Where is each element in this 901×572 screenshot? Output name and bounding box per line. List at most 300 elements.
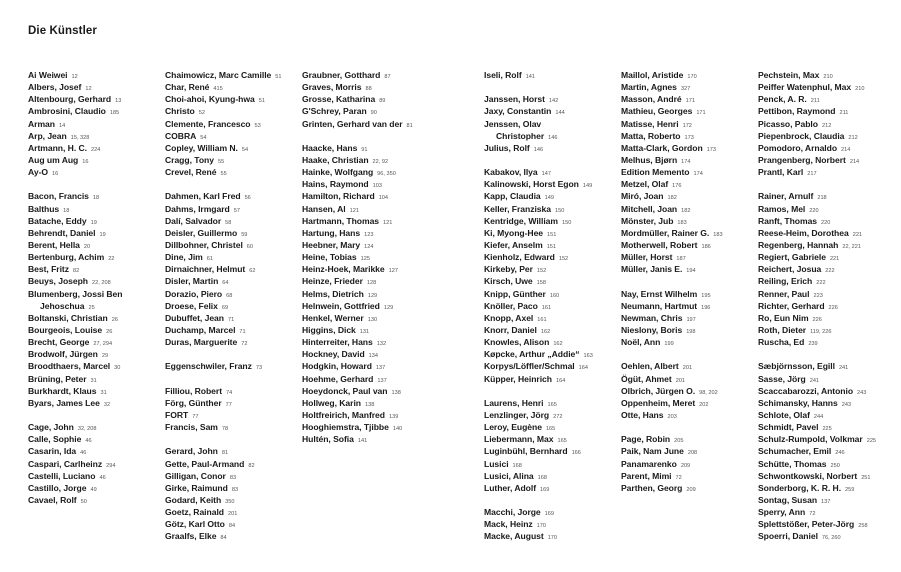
letter-group-spacer	[484, 81, 593, 93]
index-entry	[484, 69, 593, 81]
page-reference: 350	[225, 498, 235, 505]
page-reference: 78	[221, 426, 229, 433]
artist-name: Hooghiemstra, Tjibbe	[302, 422, 389, 433]
page-reference: 141	[525, 74, 535, 80]
page-reference: 55	[220, 171, 227, 178]
index-entry	[165, 215, 282, 227]
page-reference: 199	[664, 341, 674, 348]
artist-name: Dillbohner, Christel	[165, 239, 243, 250]
artist-name: Kalinowski, Horst Egon	[484, 179, 579, 190]
artist-name: Götz, Karl Otto	[165, 519, 225, 530]
artist-name: Dalí, Salvador	[165, 215, 222, 226]
index-entry	[758, 215, 876, 227]
artist-name: Macchi, Jorge	[484, 507, 541, 518]
page-reference: 53	[254, 122, 261, 129]
page-reference: 166	[571, 450, 581, 457]
page-reference: 212	[848, 134, 858, 141]
page-reference: 152	[558, 256, 569, 263]
page-reference: 49	[90, 486, 97, 493]
artist-name: Duchamp, Marcel	[165, 324, 236, 335]
artist-name: Pechstein, Max	[758, 70, 820, 80]
index-entry	[621, 239, 723, 251]
artist-name: Masson, André	[621, 94, 682, 105]
index-entry	[165, 518, 282, 530]
page-reference: 81	[406, 122, 413, 129]
page-reference: 171	[685, 98, 695, 105]
artist-name: Hoehme, Gerhard	[302, 373, 374, 384]
artist-name: Mathieu, Georges	[621, 106, 693, 117]
index-entry	[165, 324, 282, 336]
page-reference: 221	[829, 256, 840, 263]
index-entry	[484, 166, 593, 178]
page-reference: 96, 350	[377, 171, 396, 178]
index-entry	[165, 360, 282, 372]
index-entry	[484, 530, 593, 542]
index-entry	[758, 263, 876, 275]
artist-name: Jenssen, Olav	[484, 118, 542, 129]
page-reference: 173	[706, 146, 716, 153]
page-reference: 150	[554, 207, 565, 214]
page-reference: 68	[226, 292, 233, 299]
index-entry	[484, 506, 593, 518]
artist-name: Blumenberg, Jossi Ben	[28, 288, 123, 299]
artist-name: Dahms, Irmgard	[165, 203, 230, 214]
index-entry	[484, 421, 593, 433]
page-reference: 139	[389, 413, 399, 420]
page-reference: 12	[85, 86, 92, 93]
index-entry	[165, 470, 282, 482]
page-reference: 176	[672, 183, 682, 190]
artist-name: Reiling, Erich	[758, 276, 813, 287]
index-entry	[484, 397, 593, 409]
page-reference: 161	[537, 316, 547, 323]
artist-index	[28, 69, 888, 559]
artist-name: Iseli, Rolf	[484, 70, 522, 80]
page-reference: 201	[228, 511, 238, 518]
index-entry	[621, 360, 723, 372]
index-entry	[621, 373, 723, 385]
index-entry	[484, 118, 593, 130]
artist-name: Rainer, Arnulf	[758, 191, 814, 202]
index-entry	[484, 373, 593, 385]
page-reference: 171	[696, 110, 706, 117]
page-reference: 164	[555, 377, 566, 384]
page-reference: 137	[821, 498, 831, 505]
page-reference: 89	[379, 98, 386, 105]
index-entry	[758, 154, 876, 166]
page-reference: 241	[838, 365, 849, 372]
page-reference: 251	[861, 474, 871, 481]
index-entry	[758, 373, 876, 385]
page-reference: 54	[241, 146, 249, 153]
page-reference: 294	[106, 462, 116, 469]
letter-group-spacer	[621, 348, 723, 360]
page-reference: 170	[536, 523, 546, 530]
index-entry	[758, 275, 876, 287]
index-entry	[758, 93, 876, 105]
index-column-5	[621, 69, 723, 494]
artist-name: Gette, Paul-Armand	[165, 458, 245, 469]
index-entry	[302, 348, 413, 360]
page-reference: 196	[701, 304, 711, 311]
index-entry	[302, 421, 413, 433]
index-entry	[165, 118, 282, 130]
index-entry	[28, 312, 122, 324]
page-reference: 77	[225, 401, 232, 408]
page-reference: 220	[809, 207, 819, 214]
index-entry	[621, 470, 723, 482]
index-entry	[621, 118, 723, 130]
artist-name: Liebermann, Max	[484, 434, 554, 445]
index-entry	[302, 227, 413, 239]
index-column-4	[484, 69, 593, 542]
page-reference: 140	[392, 426, 403, 433]
artist-name: Burkhardt, Klaus	[28, 385, 97, 396]
artist-name: Ramos, Mel	[758, 203, 806, 214]
index-entry	[28, 482, 122, 494]
artist-name: Brodwolf, Jürgen	[28, 349, 98, 360]
page-reference: 77	[192, 413, 199, 420]
index-entry	[302, 275, 413, 287]
page-reference: 152	[536, 268, 547, 275]
index-entry	[302, 300, 413, 312]
artist-name: Scaccabarozzi, Antonio	[758, 385, 854, 396]
page-reference: 137	[375, 365, 386, 372]
index-entry	[28, 458, 122, 470]
index-entry	[621, 203, 723, 215]
index-entry	[302, 373, 413, 385]
artist-name: Maillol, Aristide	[621, 70, 684, 80]
artist-name: Girke, Raimund	[165, 482, 228, 493]
artist-name: Korpys/Löffler/Schmal	[484, 361, 575, 372]
page-reference: 131	[359, 328, 370, 335]
artist-name: Sæbjörnsson, Egill	[758, 361, 835, 372]
page-reference: 104	[378, 195, 389, 202]
artist-name: Hamilton, Richard	[302, 191, 375, 202]
artist-name: Reichert, Josua	[758, 264, 822, 275]
index-entry	[302, 288, 413, 300]
page-reference: 202	[699, 401, 709, 408]
index-entry	[484, 251, 593, 263]
artist-name: Broodthaers, Marcel	[28, 361, 111, 372]
artist-name: Albers, Josef	[28, 82, 82, 93]
artist-name: Julius, Rolf	[484, 142, 530, 153]
index-entry	[302, 336, 413, 348]
index-entry	[165, 81, 282, 93]
page-reference: 217	[807, 171, 817, 178]
artist-name: Arp, Jean	[28, 130, 67, 141]
artist-name: Grinten, Gerhard van der	[302, 118, 403, 129]
artist-name: Parent, Mimi	[621, 470, 672, 481]
index-entry	[621, 445, 723, 457]
artist-name: Berent, Hella	[28, 239, 80, 250]
page-reference: 87	[384, 74, 391, 80]
artist-name: Knopp, Axel	[484, 312, 534, 323]
artist-name: Miró, Joan	[621, 191, 664, 202]
letter-group-spacer	[621, 421, 723, 433]
page-reference: 61	[206, 256, 213, 263]
index-entry	[28, 470, 122, 482]
artist-name: G'Schrey, Paran	[302, 106, 367, 117]
index-entry	[758, 288, 876, 300]
artist-name: Hultén, Sofia	[302, 434, 354, 445]
page-reference: 27, 294	[93, 341, 113, 348]
artist-name: Macke, August	[484, 531, 544, 542]
index-entry	[484, 348, 593, 360]
artist-name: Picasso, Pablo	[758, 118, 818, 129]
index-entry	[758, 494, 876, 506]
letter-group-spacer	[484, 494, 593, 506]
index-entry	[302, 190, 413, 202]
page-reference: 142	[548, 98, 559, 105]
index-entry	[758, 458, 876, 470]
index-entry	[28, 215, 122, 227]
page-reference: 121	[383, 219, 393, 226]
index-entry	[165, 385, 282, 397]
artist-name: Hockney, David	[302, 349, 365, 360]
artist-name: Aug um Aug	[28, 154, 79, 165]
artist-name: Neumann, Hartmut	[621, 300, 698, 311]
artist-name: Nay, Ernst Wilhelm	[621, 288, 698, 299]
page-reference: 51	[258, 98, 265, 105]
artist-name: Hains, Raymond	[302, 179, 369, 190]
artist-name: Renner, Paul	[758, 288, 810, 299]
page-reference: 174	[681, 158, 691, 165]
artist-name: Schmidt, Pavel	[758, 422, 819, 433]
index-entry	[28, 93, 122, 105]
page-reference: 56	[244, 195, 251, 202]
index-entry	[758, 81, 876, 93]
page-reference: 174	[693, 171, 703, 178]
artist-name: Graves, Morris	[302, 82, 362, 93]
page-reference: 203	[667, 413, 677, 420]
index-entry	[758, 433, 876, 445]
page-reference: 162	[540, 328, 551, 335]
artist-name: Copley, William N.	[165, 142, 238, 153]
index-entry	[484, 470, 593, 482]
page-reference: 162	[553, 341, 563, 348]
artist-name: Prantl, Karl	[758, 167, 804, 178]
artist-name: Ay-O	[28, 167, 49, 178]
index-entry	[621, 263, 723, 275]
page-reference: 170	[547, 535, 558, 542]
page-reference: 226	[828, 304, 838, 311]
artist-name: Matisse, Henri	[621, 118, 679, 129]
page-reference: 26	[106, 328, 113, 335]
page-reference: 182	[681, 207, 691, 214]
page-reference: 272	[553, 413, 563, 420]
page-reference: 60	[246, 243, 254, 250]
artist-name: Beuys, Joseph	[28, 276, 89, 287]
index-entry	[621, 433, 723, 445]
index-entry	[28, 433, 122, 445]
artist-name: Dorazio, Piero	[165, 288, 223, 299]
index-entry	[621, 166, 723, 178]
page-reference: 128	[366, 280, 377, 287]
page-reference: 194	[686, 268, 696, 275]
page-reference: 58	[225, 219, 232, 226]
index-entry	[758, 506, 876, 518]
artist-name: Cragg, Tony	[165, 154, 214, 165]
index-entry	[165, 445, 282, 457]
page-reference: 211	[810, 98, 820, 105]
index-entry	[165, 409, 282, 421]
page-reference: 29	[101, 353, 109, 360]
artist-name: Küpper, Heinrich	[484, 373, 552, 384]
page-reference: 55	[217, 158, 225, 165]
artist-name: Mönster, Jub	[621, 215, 674, 226]
index-entry	[165, 93, 282, 105]
artist-name: Müller, Janis E.	[621, 264, 683, 275]
artist-name: Kiefer, Anselm	[484, 239, 543, 250]
artist-name: Crevel, René	[165, 167, 217, 178]
index-entry	[28, 445, 122, 457]
index-entry	[758, 470, 876, 482]
index-entry	[28, 360, 122, 372]
artist-name: Gerard, John	[165, 446, 218, 457]
index-entry	[621, 288, 723, 300]
index-entry	[621, 190, 723, 202]
page-reference: 138	[391, 389, 401, 396]
index-entry	[28, 348, 122, 360]
page-reference: 209	[686, 486, 696, 493]
artist-name: Richter, Gerhard	[758, 300, 825, 311]
index-entry	[302, 69, 413, 81]
index-entry	[758, 385, 876, 397]
index-entry	[484, 518, 593, 530]
page-reference: 121	[349, 207, 359, 214]
page-reference: 82	[248, 462, 255, 469]
index-entry	[28, 397, 122, 409]
artist-name: Caspari, Carlheinz	[28, 458, 103, 469]
artist-name: Helms, Dietrich	[302, 288, 364, 299]
artist-name: Page, Robin	[621, 434, 671, 445]
artist-name: Ranft, Thomas	[758, 215, 818, 226]
page-reference: 218	[817, 195, 827, 202]
artist-name: Godard, Keith	[165, 494, 222, 505]
artist-name: Edition Memento	[621, 167, 690, 178]
page-reference: 62	[249, 268, 256, 275]
index-entry	[621, 458, 723, 470]
page-reference: 72	[809, 511, 816, 518]
page-reference: 83	[231, 486, 239, 493]
page-reference: 72	[675, 474, 682, 481]
artist-name: Penck, A. R.	[758, 94, 807, 105]
page-reference: 146	[548, 134, 558, 141]
index-column-6	[758, 69, 876, 542]
index-entry	[302, 324, 413, 336]
artist-name: Jehoschua	[40, 300, 85, 311]
index-entry	[165, 190, 282, 202]
index-entry	[302, 118, 413, 130]
artist-name: Gilligan, Conor	[165, 470, 226, 481]
page-reference: 127	[388, 268, 398, 275]
index-entry	[302, 166, 413, 178]
artist-name: Francis, Sam	[165, 422, 218, 433]
index-entry	[28, 105, 122, 117]
page-reference: 88	[365, 86, 372, 93]
page-reference: 221	[852, 231, 863, 238]
index-entry	[165, 458, 282, 470]
page-reference: 212	[821, 122, 832, 129]
index-entry	[165, 105, 282, 117]
index-entry	[28, 69, 122, 81]
index-entry	[28, 324, 122, 336]
page-reference: 22, 221	[842, 243, 861, 250]
page-reference: 168	[537, 474, 547, 481]
index-entry	[484, 239, 593, 251]
index-entry	[484, 130, 593, 142]
index-entry	[621, 142, 723, 154]
artist-name: Schütte, Thomas	[758, 458, 827, 469]
artist-name: Sonderborg, K. R. H.	[758, 482, 842, 493]
index-entry	[621, 324, 723, 336]
page-reference: 163	[583, 353, 593, 360]
index-entry	[484, 445, 593, 457]
page-reference: 144	[555, 110, 565, 117]
page-reference: 201	[675, 377, 686, 384]
index-column-2	[165, 69, 282, 542]
index-entry	[758, 409, 876, 421]
letter-group-spacer	[165, 178, 282, 190]
index-entry	[165, 275, 282, 287]
page-reference: 54	[200, 134, 207, 141]
artist-name: Ögüt, Ahmet	[621, 373, 672, 384]
page-reference: 168	[512, 462, 522, 469]
artist-name: Bertenburg, Achim	[28, 252, 105, 263]
index-entry	[484, 482, 593, 494]
page-reference: 149	[544, 195, 554, 202]
artist-name: Kienholz, Edward	[484, 252, 555, 263]
index-entry	[484, 215, 593, 227]
artist-name: Duras, Marguerite	[165, 337, 238, 348]
artist-name: Lenzlinger, Jörg	[484, 409, 550, 420]
page-reference: 214	[841, 146, 851, 153]
artist-name: Mack, Heinz	[484, 519, 533, 530]
index-entry	[621, 312, 723, 324]
artist-name: Bacon, Francis	[28, 191, 89, 202]
artist-name: Nieslony, Boris	[621, 324, 683, 335]
index-entry	[621, 81, 723, 93]
page-reference: 165	[557, 438, 567, 445]
artist-name: Oehlen, Albert	[621, 361, 679, 372]
page-reference: 18	[63, 207, 70, 214]
artist-name: Filliou, Robert	[165, 385, 223, 396]
artist-name: Knipp, Günther	[484, 288, 546, 299]
artist-name: Haake, Christian	[302, 154, 369, 165]
page-reference: 182	[667, 195, 677, 202]
page-reference: 64	[222, 280, 229, 287]
letter-group-spacer	[28, 409, 122, 421]
index-entry	[484, 203, 593, 215]
page-reference: 186	[701, 243, 711, 250]
artist-name: Jaxy, Constantin	[484, 106, 552, 117]
page-reference: 90	[370, 110, 377, 117]
page-reference: 151	[547, 231, 557, 238]
page-reference: 57	[233, 207, 240, 214]
index-entry	[302, 263, 413, 275]
page-reference: 18	[92, 195, 100, 202]
artist-name: Ki, Myong-Hee	[484, 227, 544, 238]
page-reference: 103	[372, 183, 382, 190]
page-reference: 51	[275, 74, 282, 80]
artist-name: Eggenschwiler, Franz	[165, 361, 252, 372]
page-reference: 52	[198, 110, 205, 117]
artist-name: Castelli, Luciano	[28, 470, 96, 481]
page-reference: 20	[83, 243, 91, 250]
page-reference: 146	[533, 146, 544, 153]
artist-name: Cage, John	[28, 422, 74, 433]
